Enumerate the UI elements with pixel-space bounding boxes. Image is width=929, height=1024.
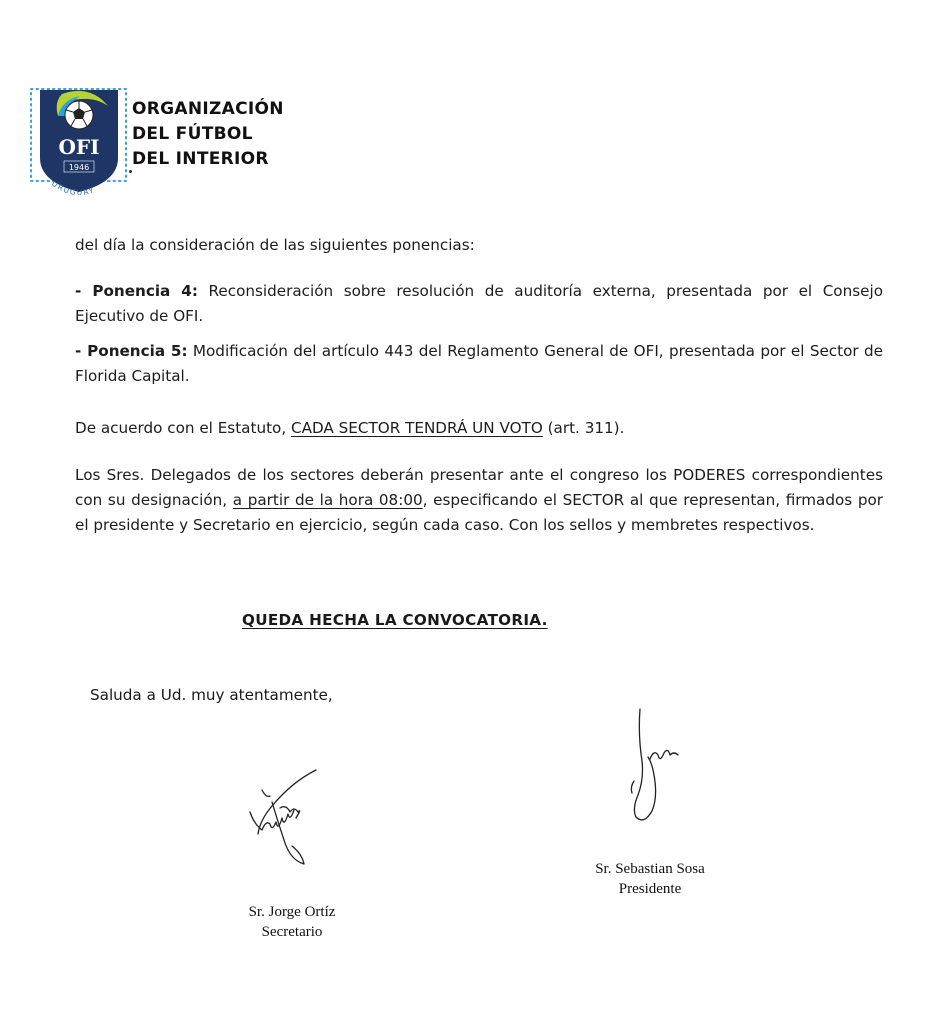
delegados-after: , especificando el SECTOR al que representan, firmados por el presidente y Secretario en ejercicio, según cada caso. Con los sellos y membretes respectivos. xyxy=(75,491,884,534)
signer-jorge-name: Sr. Jorge Ortíz xyxy=(248,904,336,920)
delegados-before: Los Sres. Delegados de los sectores deberán presentar ante el congreso los PODERES correspondientes con su designación, xyxy=(75,466,883,509)
organization-name xyxy=(132,97,284,172)
ofi-shield-logo-icon xyxy=(28,86,130,204)
convocatoria-heading: QUEDA HECHA LA CONVOCATORIA. xyxy=(242,611,548,629)
estatuto-paragraph xyxy=(75,416,883,441)
closing-salutation: Saluda a Ud. muy atentamente, xyxy=(90,686,333,704)
signature-jorge-icon xyxy=(232,762,332,872)
ponencia-5-label: - Ponencia 5: xyxy=(75,342,188,360)
delegados-paragraph xyxy=(75,463,883,538)
signer-sebastian xyxy=(570,859,730,899)
estatuto-before: De acuerdo con el Estatuto, xyxy=(75,419,291,437)
ponencia-4-label: - Ponencia 4: xyxy=(75,282,198,300)
estatuto-underlined: CADA SECTOR TENDRÁ UN VOTO xyxy=(290,419,543,437)
signer-sebastian-name: Sr. Sebastian Sosa xyxy=(595,861,705,877)
org-name-line-2: DEL FÚTBOL xyxy=(132,124,253,144)
ponencia-5-paragraph xyxy=(75,339,883,389)
decorative-dot xyxy=(129,170,132,173)
estatuto-after: (art. 311). xyxy=(542,419,625,437)
org-name-line-3: DEL INTERIOR xyxy=(132,149,269,169)
ponencia-4-text: Reconsideración sobre resolución de auditoría externa, presentada por el Consejo Ejecutivo de OFI. xyxy=(75,282,883,325)
delegados-underlined: a partir de la hora 08:00 xyxy=(232,491,423,509)
intro-paragraph: del día la consideración de las siguientes ponencias: xyxy=(75,236,475,254)
ponencia-5-text: Modificación del artículo 443 del Reglamento General de OFI, presentada por el Sector de Florida Capital. xyxy=(75,342,883,385)
signer-jorge-role: Secretario xyxy=(261,924,323,940)
svg-text:OFI: OFI xyxy=(58,135,100,159)
signer-jorge xyxy=(222,902,362,942)
signer-sebastian-role: Presidente xyxy=(618,881,682,897)
org-name-line-1: ORGANIZACIÓN xyxy=(132,99,284,119)
svg-text:URUGUAY: URUGUAY xyxy=(50,178,97,198)
signature-sebastian-icon xyxy=(614,705,694,830)
svg-text:1946: 1946 xyxy=(68,163,90,172)
ponencia-4-paragraph xyxy=(75,279,883,329)
